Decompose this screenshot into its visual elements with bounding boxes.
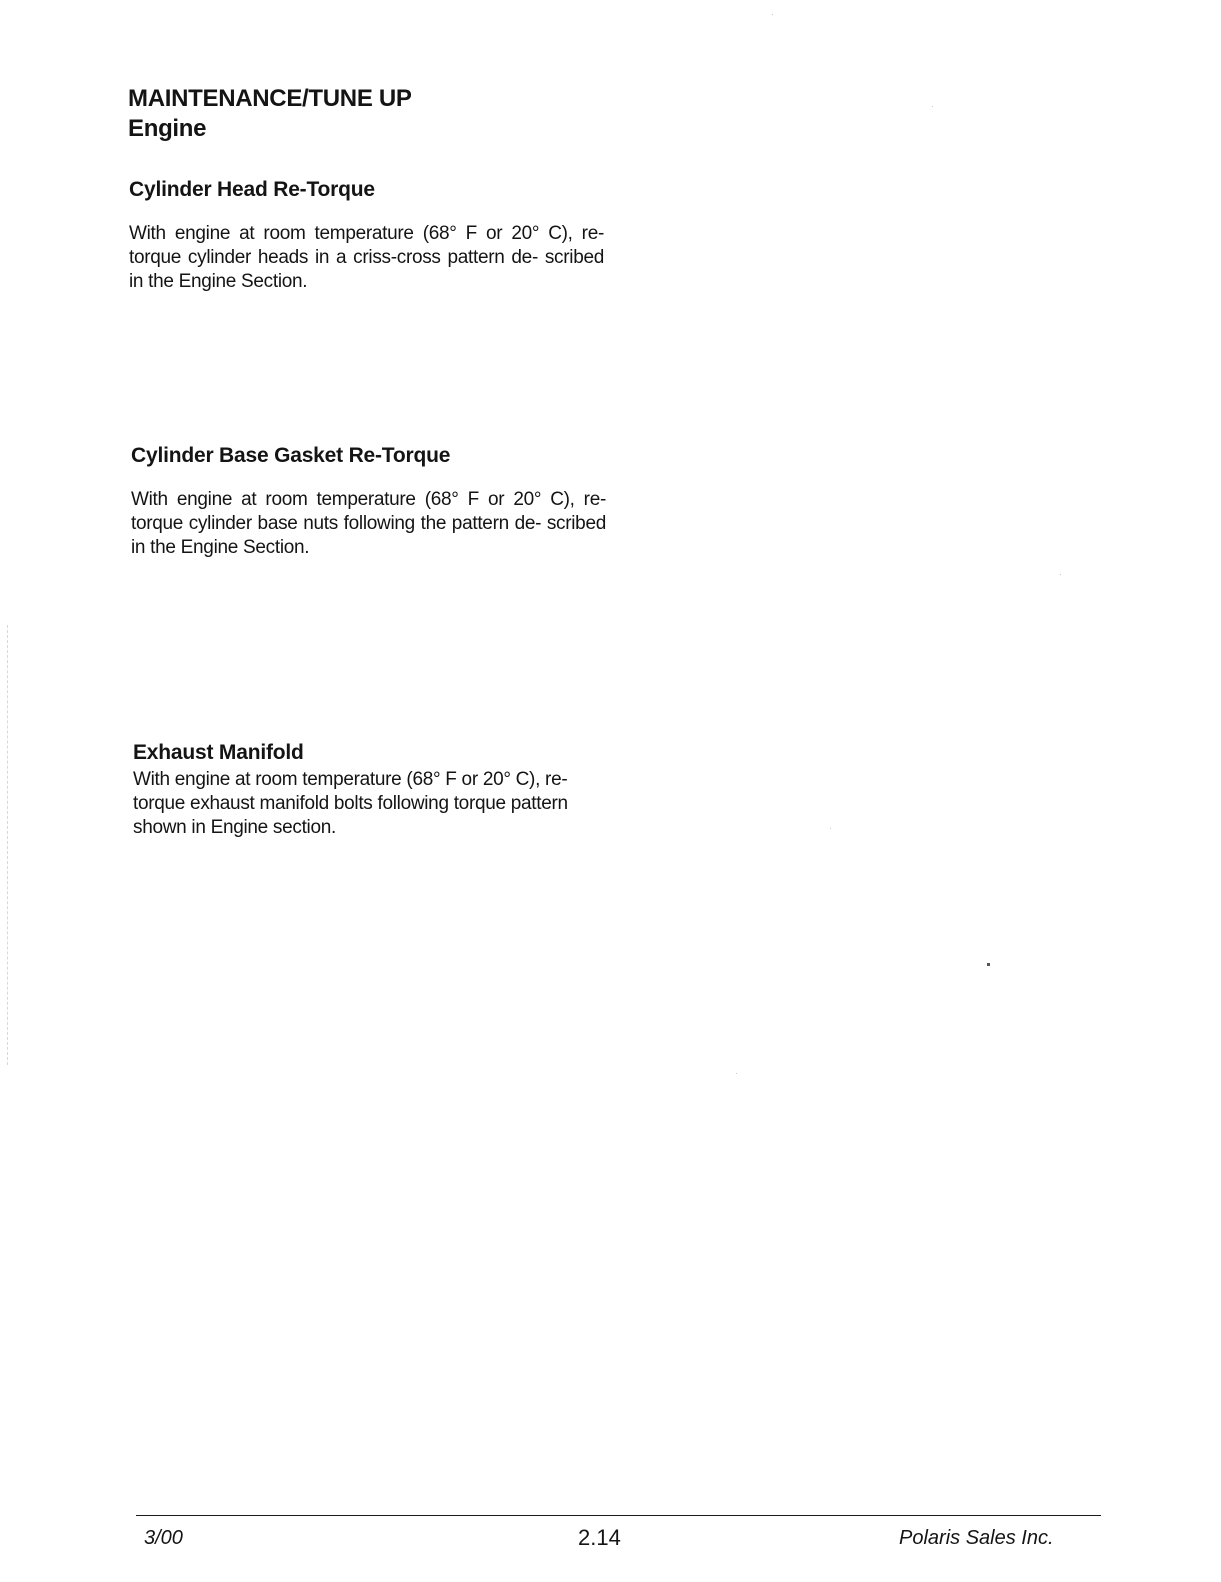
section-body	[129, 222, 604, 294]
chapter-subtitle: Engine	[128, 115, 207, 142]
footer-company: Polaris Sales Inc.	[899, 1527, 1054, 1549]
body-line: torque exhaust manifold bolts following torque pattern	[133, 793, 568, 814]
body-line: With engine at room temperature (68° F or 20° C), re-	[129, 223, 604, 244]
page-heading	[128, 84, 412, 144]
body-line: With engine at room temperature (68° F or 20° C), re-	[133, 769, 568, 790]
section-title: Cylinder Head Re-Torque	[129, 178, 375, 201]
body-line: torque cylinder heads in a criss-cross pattern de-	[129, 247, 538, 268]
scan-edge-marks	[7, 625, 9, 1065]
body-line: With engine at room temperature (68° F or 20° C), re-	[131, 489, 606, 510]
body-line: scribed in the Engine Section.	[129, 247, 604, 292]
body-line: shown in Engine section.	[133, 817, 336, 838]
section-cylinder-head-retorque	[129, 177, 604, 294]
footer-rule	[136, 1515, 1101, 1516]
body-line: torque cylinder base nuts following the pattern de-	[131, 513, 542, 534]
section-title: Exhaust Manifold	[133, 741, 304, 764]
footer-date: 3/00	[144, 1527, 183, 1549]
footer-page-number: 2.14	[578, 1525, 621, 1550]
section-body	[131, 488, 606, 560]
section-body	[133, 768, 603, 840]
body-line: scribed in the Engine Section.	[131, 513, 606, 558]
chapter-title: MAINTENANCE/TUNE UP	[128, 85, 412, 112]
section-exhaust-manifold	[133, 740, 603, 840]
section-title: Cylinder Base Gasket Re-Torque	[131, 444, 451, 467]
section-cylinder-base-gasket-retorque	[131, 443, 606, 560]
